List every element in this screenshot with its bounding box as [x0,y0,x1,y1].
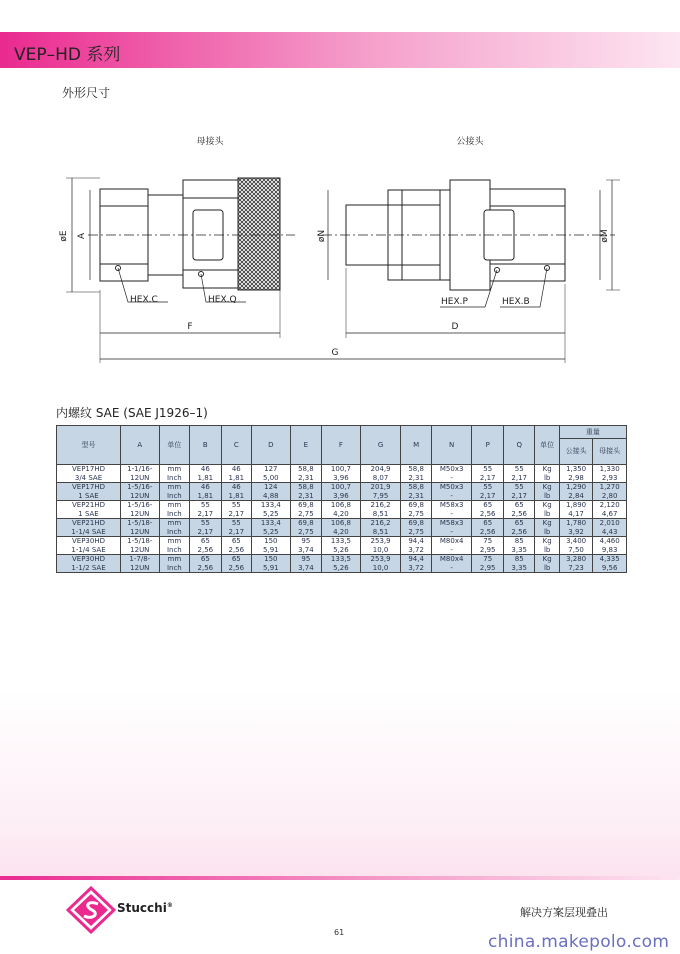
dim-G: G [331,348,339,358]
table-cell: M80x4 - [431,537,472,555]
table-row [57,537,627,555]
table-cell: 1,350 2,98 [559,465,593,483]
spec-table [56,425,627,573]
table-cell: 55 2,17 [190,501,221,519]
table-row [57,555,627,573]
table-cell: Kg lb [535,501,559,519]
page-title: VEP–HD 系列 [14,45,121,65]
dim-hexP: HEX.P [441,297,468,307]
footer-gradient [0,690,680,876]
col-weight-female: 母接头 [593,439,627,465]
table-cell: 69,8 2,75 [401,519,431,537]
table-cell: 65 2,56 [221,537,251,555]
table-row [57,501,627,519]
table-cell: 201,9 7,95 [360,483,401,501]
dim-phiE: øE [59,230,69,242]
table-cell: 100,7 3,96 [322,465,361,483]
table-row [57,519,627,537]
table-cell: 94,4 3,72 [401,555,431,573]
table-cell: mm Inch [159,483,189,501]
table-cell: 58,8 2,31 [401,465,431,483]
table-cell: Kg lb [535,465,559,483]
table-cell: 75 2,95 [472,537,503,555]
table-cell: 216,2 8,51 [360,519,401,537]
table-cell: 1-5/16- 12UN [121,501,160,519]
dim-hexC: HEX.C [130,295,158,305]
female-label: 母接头 [196,137,224,147]
stucchi-logo-icon [66,886,116,934]
dim-hexB: HEX.B [502,297,530,307]
table-cell: 1,890 4,17 [559,501,593,519]
table-cell: 58,8 2,31 [290,465,321,483]
table-cell: 1,330 2,93 [593,465,627,483]
table-cell: 85 3,35 [503,537,534,555]
table-cell: Kg lb [535,519,559,537]
table-cell: VEP17HD 1 SAE [57,483,121,501]
table-cell: 55 2,17 [503,483,534,501]
table-cell: 1-5/16- 12UN [121,483,160,501]
table-row [57,483,627,501]
male-label: 公接头 [456,137,484,147]
table-cell: 1-5/18- 12UN [121,537,160,555]
brand-name: Stucchi® [117,901,173,915]
table-cell: 150 5,91 [252,555,291,573]
dim-phiM: øM [600,229,610,243]
table-cell: mm Inch [159,519,189,537]
table-cell: 55 2,17 [221,501,251,519]
col-G: G [360,426,401,465]
table-cell: 2,120 4,67 [593,501,627,519]
table-cell: mm Inch [159,501,189,519]
table-cell: 55 2,17 [221,519,251,537]
table-cell: 106,8 4,20 [322,501,361,519]
table-row [57,465,627,483]
col-weight-male: 公接头 [559,439,593,465]
table-cell: 55 2,17 [472,483,503,501]
table-cell: VEP17HD 3/4 SAE [57,465,121,483]
table-cell: 65 2,56 [472,519,503,537]
dim-F: F [187,322,193,332]
table-cell: 133,5 5,26 [322,537,361,555]
col-A: A [121,426,160,465]
table-cell: 124 4,88 [252,483,291,501]
table-cell: 4,335 9,56 [593,555,627,573]
table-cell: Kg lb [535,483,559,501]
table-cell: 253,9 10,0 [360,555,401,573]
table-cell: 46 1,81 [221,483,251,501]
table-cell: 216,2 8,51 [360,501,401,519]
table-cell: VEP21HD 1 SAE [57,501,121,519]
col-C: C [221,426,251,465]
table-cell: 46 1,81 [221,465,251,483]
table-cell: Kg lb [535,537,559,555]
table-cell: 3,280 7,23 [559,555,593,573]
female-coupling [100,178,280,290]
table-cell: M58x3 - [431,501,472,519]
table-cell: 55 2,17 [503,465,534,483]
table-cell: VEP21HD 1-1/4 SAE [57,519,121,537]
table-cell: 65 2,56 [472,501,503,519]
table-cell: 69,8 2,75 [401,501,431,519]
watermark: china.makepolo.com [488,932,670,952]
table-cell: mm Inch [159,465,189,483]
col-weight-group: 重量 [559,426,626,439]
table-cell: 133,4 5,25 [252,501,291,519]
table-cell: M58x3 - [431,519,472,537]
table-cell: 65 2,56 [190,537,221,555]
col-N: N [431,426,472,465]
table-cell: 204,9 8,07 [360,465,401,483]
table-cell: 65 2,56 [503,501,534,519]
table-cell: 55 2,17 [472,465,503,483]
col-F: F [322,426,361,465]
table-cell: mm Inch [159,555,189,573]
table-cell: 1,290 2,84 [559,483,593,501]
table-cell: 3,400 7,50 [559,537,593,555]
table-cell: M50x3 - [431,483,472,501]
col-D: D [252,426,291,465]
table-cell: 69,8 2,75 [290,519,321,537]
table-cell: 85 3,35 [503,555,534,573]
table-cell: 46 1,81 [190,483,221,501]
footer-slogan: 解决方案层现叠出 [520,906,608,919]
table-cell: 1,270 2,80 [593,483,627,501]
table-cell: 94,4 3,72 [401,537,431,555]
table-title: 内螺纹 SAE (SAE J1926–1) [56,406,208,420]
table-cell: 1-1/16- 12UN [121,465,160,483]
col-B: B [190,426,221,465]
spec-table-body [57,465,627,573]
col-M: M [401,426,431,465]
coupling-drawing [0,120,680,370]
table-cell: 58,8 2,31 [401,483,431,501]
col-P: P [472,426,503,465]
col-model: 型号 [57,426,121,465]
table-cell: 150 5,91 [252,537,291,555]
dim-A: A [77,232,87,240]
table-cell: 95 3,74 [290,537,321,555]
table-cell: 1,780 3,92 [559,519,593,537]
table-cell: 58,8 2,31 [290,483,321,501]
table-cell: M80x4 - [431,555,472,573]
dim-hexQ: HEX.Q [208,295,237,305]
table-cell: 55 2,17 [190,519,221,537]
dim-D: D [451,322,459,332]
table-cell: 46 1,81 [190,465,221,483]
col-Q: Q [503,426,534,465]
table-cell: Kg lb [535,555,559,573]
section-title: 外形尺寸 [62,86,111,100]
table-cell: VEP30HD 1-1/4 SAE [57,537,121,555]
table-cell: 75 2,95 [472,555,503,573]
table-cell: 95 3,74 [290,555,321,573]
table-cell: 4,460 9,83 [593,537,627,555]
table-cell: M50x3 - [431,465,472,483]
dim-phiN: øN [317,229,327,243]
table-cell: 1-7/8- 12UN [121,555,160,573]
table-cell: 2,010 4,43 [593,519,627,537]
table-cell: 106,8 4,20 [322,519,361,537]
table-cell: 69,8 2,75 [290,501,321,519]
table-cell: 1-5/18- 12UN [121,519,160,537]
col-E: E [290,426,321,465]
table-cell: VEP30HD 1-1/2 SAE [57,555,121,573]
page-number: 61 [334,928,345,937]
table-cell: 133,5 5,26 [322,555,361,573]
table-cell: 65 2,56 [221,555,251,573]
table-cell: mm Inch [159,537,189,555]
table-cell: 127 5,00 [252,465,291,483]
col-weight-unit: 单位 [535,426,559,465]
footer-band [0,876,680,880]
table-cell: 100,7 3,96 [322,483,361,501]
table-cell: 253,9 10,0 [360,537,401,555]
table-cell: 65 2,56 [190,555,221,573]
col-unit: 单位 [159,426,189,465]
table-cell: 65 2,56 [503,519,534,537]
table-cell: 133,4 5,25 [252,519,291,537]
